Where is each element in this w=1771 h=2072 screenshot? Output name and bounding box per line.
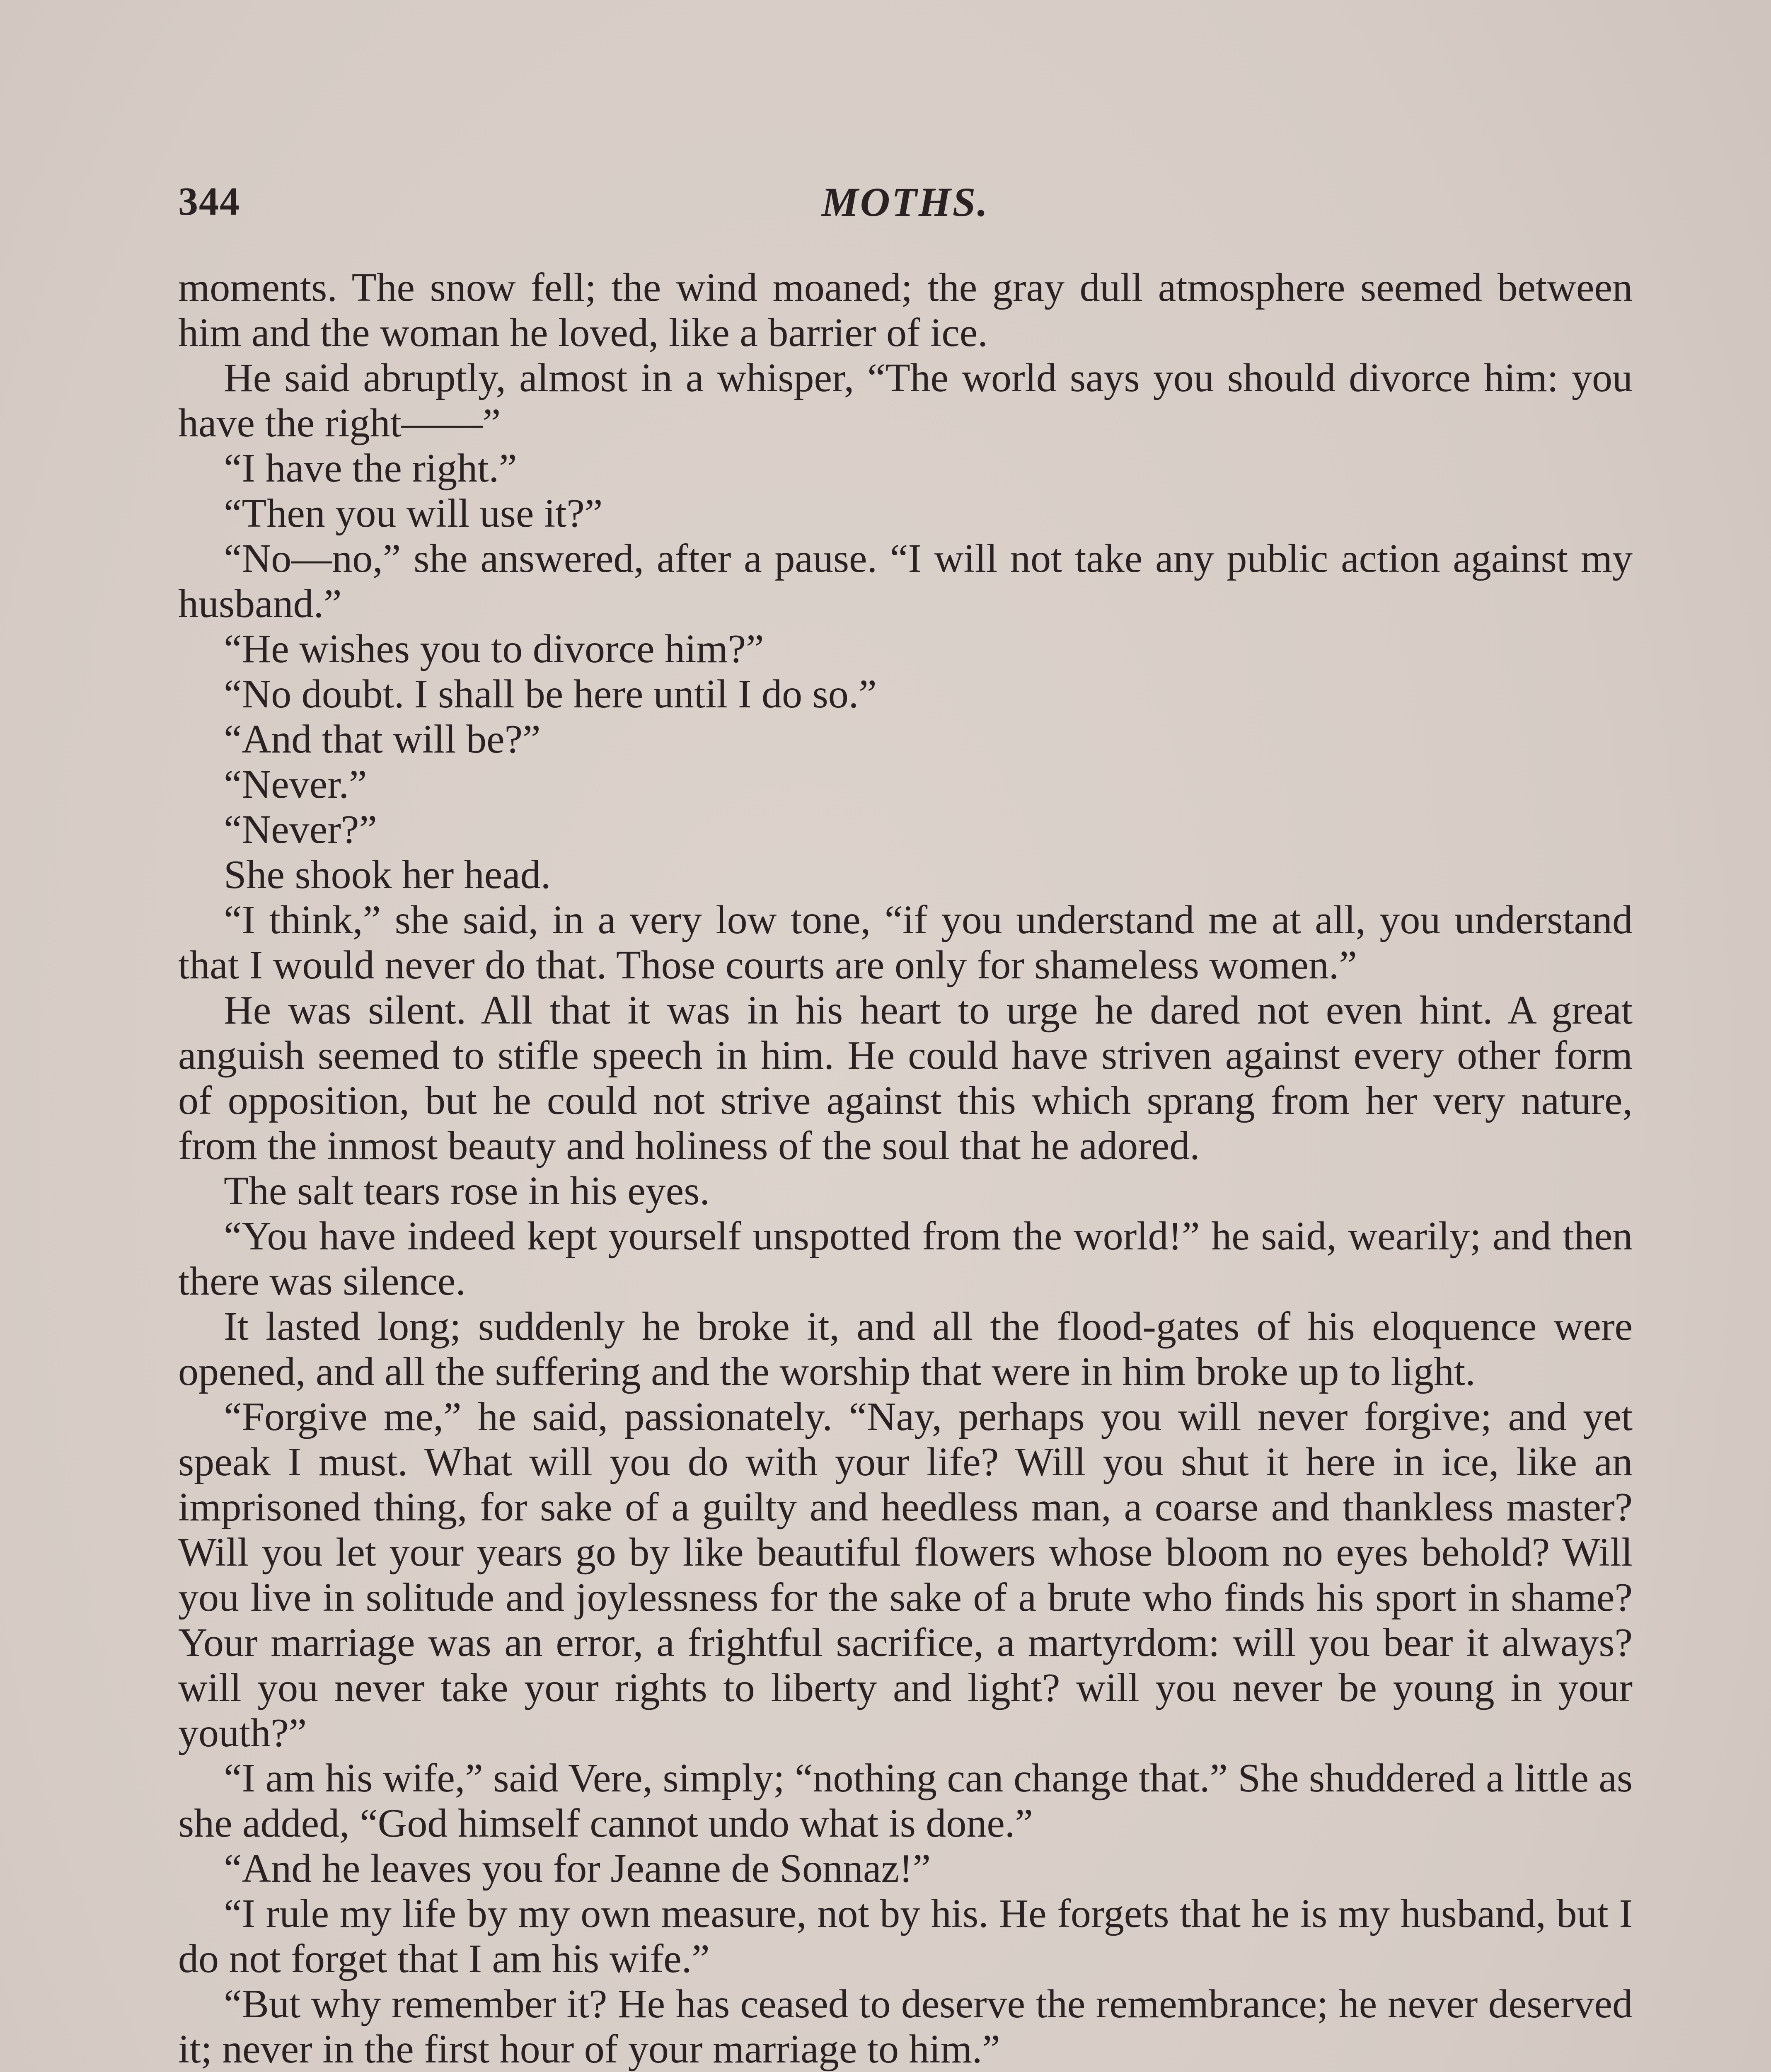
paragraph: She shook her head. bbox=[224, 852, 551, 897]
paragraph: “You have indeed kept yourself unspotted from the world!” he said, wearily; and then there was silence. bbox=[178, 1214, 1633, 1304]
paragraph: “Forgive me,” he said, passionately. “Nay, perhaps you will never forgive; and yet speak I must. What will you do with your life? Will you shut it here in ice, like an imprisoned thing, for sake of a guilty and heedless man, a coarse and thankless master? Will you let your years go by like beautiful flowers whose bloom no eyes behold? Will you live in solitude and joylessness for the sake of a brute who finds his sport in shame? Your marriage was an error, a frightful sacrifice, a martyrdom: will you bear it always? will you never take your rights to liberty and light? will you never be young in your youth?” bbox=[178, 1394, 1633, 1755]
page-number: 344 bbox=[178, 179, 240, 223]
paragraph: “Then you will use it?” bbox=[224, 491, 603, 536]
paragraph: “Never?” bbox=[224, 807, 377, 852]
paragraph: “I think,” she said, in a very low tone, “if you understand me at all, you understand that I would never do that. Those courts are only for shameless women.” bbox=[178, 898, 1633, 988]
paragraph: “He wishes you to divorce him?” bbox=[224, 627, 764, 671]
paragraph: “But why remember it? He has ceased to deserve the remembrance; he never deserved it; never in the first hour of your marriage to him.” bbox=[178, 1982, 1633, 2072]
paragraph: He was silent. All that it was in his heart to urge he dared not even hint. A great anguish seemed to stifle speech in him. He could have striven against every other form of opposition, but he could not strive against this which sprang from her very nature, from the inmost beauty and holiness of the soul that he adored. bbox=[178, 988, 1633, 1168]
paragraph: “And that will be?” bbox=[224, 717, 541, 762]
paragraph: “No—no,” she answered, after a pause. “I will not take any public action against my husband.” bbox=[178, 536, 1633, 626]
paragraph: “Never.” bbox=[224, 762, 367, 807]
paragraph: “And he leaves you for Jeanne de Sonnaz!” bbox=[224, 1846, 931, 1891]
paragraph: The salt tears rose in his eyes. bbox=[224, 1169, 710, 1213]
body-text bbox=[178, 265, 1633, 2072]
paragraph: “I have the right.” bbox=[224, 446, 517, 491]
paragraph: “I rule my life by my own measure, not by his. He forgets that he is my husband, but I do not forget that I am his wife.” bbox=[178, 1891, 1633, 1981]
paragraph: “No doubt. I shall be here until I do so.” bbox=[224, 672, 877, 716]
paragraph: “I am his wife,” said Vere, simply; “nothing can change that.” She shuddered a little as she added, “God himself cannot undo what is done.” bbox=[178, 1756, 1633, 1846]
page-header bbox=[178, 178, 1633, 232]
paragraph: moments. The snow fell; the wind moaned; the gray dull atmosphere seemed between him and the woman he loved, like a barrier of ice. bbox=[178, 265, 1633, 355]
running-title: MOTHS. bbox=[821, 179, 990, 225]
paragraph: It lasted long; suddenly he broke it, and all the flood-gates of his eloquence were opened, and all the suffering and the worship that were in him broke up to light. bbox=[178, 1304, 1633, 1394]
paragraph: He said abruptly, almost in a whisper, “The world says you should divorce him: you have the right——” bbox=[178, 356, 1633, 445]
